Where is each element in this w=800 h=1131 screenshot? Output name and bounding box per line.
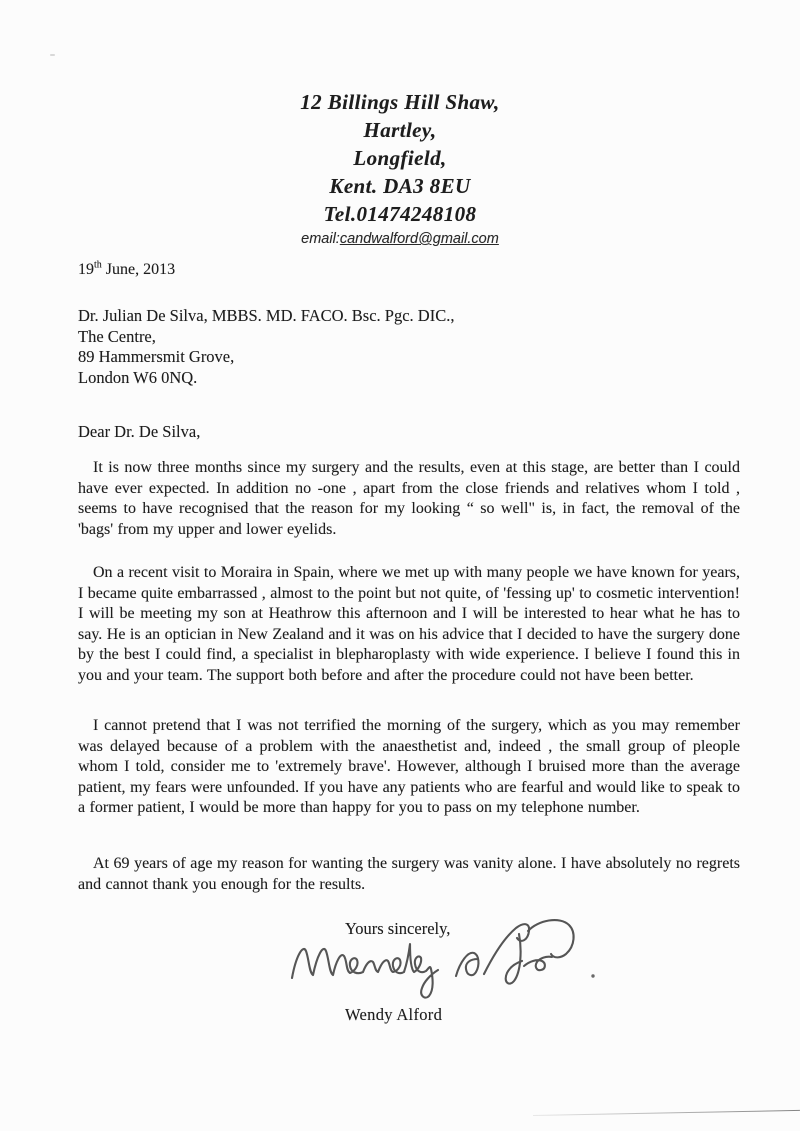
email-address: candwalford@gmail.com [339, 231, 499, 247]
sender-address-line: Hartley, [363, 118, 437, 142]
sender-address-block [0, 88, 800, 251]
signature-ink-strokes [278, 912, 608, 1010]
date-rest: June, 2013 [101, 261, 176, 278]
recipient-address-block [78, 306, 740, 388]
date-day: 19 [78, 261, 94, 278]
recipient-address-line: London W6 0NQ. [78, 367, 198, 387]
body-paragraph-1: It is now three months since my surgery and the results, even at this stage, are better than I could have ever expected. In addition no -one , apart from the close friends and relatives whom I told , seems to have recognised that the reason for my looking “ so well" is, in fact, the removal of the 'bags' from my upper and lower eyelids. [78, 459, 740, 538]
recipient-address-line: The Centre, [78, 326, 156, 346]
sender-address-line: Kent. DA3 8EU [329, 174, 471, 198]
handwritten-signature [278, 912, 608, 1010]
scan-artifact-line [533, 1110, 800, 1117]
sender-address-line: 12 Billings Hill Shaw, [300, 90, 500, 114]
body-paragraph-4: At 69 years of age my reason for wanting the surgery was vanity alone. I have absolutely no regrets and cannot thank you enough for the results. [78, 855, 740, 893]
scan-artifact-dash [50, 54, 55, 56]
sender-address-line: Tel.01474248108 [323, 202, 477, 226]
letter-date [78, 259, 740, 280]
salutation: Dear Dr. De Silva, [78, 422, 201, 441]
body-paragraph-3: I cannot pretend that I was not terrified the morning of the surgery, which as you may remember was delayed because of a problem with the anaesthetist and, indeed , the small group of pleople whom I told, consider me to 'extremely brave'. However, although I bruised more than the average patient, my fears were unfounded. If you have any patients who are fearful and would like to speak to a former patient, I would be more than happy for you to pass on my telephone number. [78, 717, 740, 817]
closing-valediction: Yours sincerely, [345, 919, 451, 938]
body-paragraph-2: On a recent visit to Moraira in Spain, where we met up with many people we have known for years, I became quite embarrassed , almost to the point but not quite, of 'fessing up' to cosmetic intervention! I will be meeting my son at Heathrow this afternoon and I will be interested to hear what he has to say. He is an optician in New Zealand and it was on his advice that I decided to have the surgery done by the best I could find, a specialist in blepharoplasty with wide experience. I believe I found this in you and your team. The support both before and after the procedure could not have been better. [78, 564, 740, 684]
email-label: email: [301, 231, 340, 247]
recipient-address-line: 89 Hammersmit Grove, [78, 347, 235, 367]
date-ordinal: th [94, 259, 102, 271]
recipient-address-line: Dr. Julian De Silva, MBBS. MD. FACO. Bsc. Pgc. DIC., [78, 306, 455, 325]
sender-email-line [0, 228, 800, 251]
sender-address-line: Longfield, [353, 146, 447, 170]
typed-signature-name: Wendy Alford [345, 1005, 443, 1024]
sender-address-lines [0, 88, 800, 228]
